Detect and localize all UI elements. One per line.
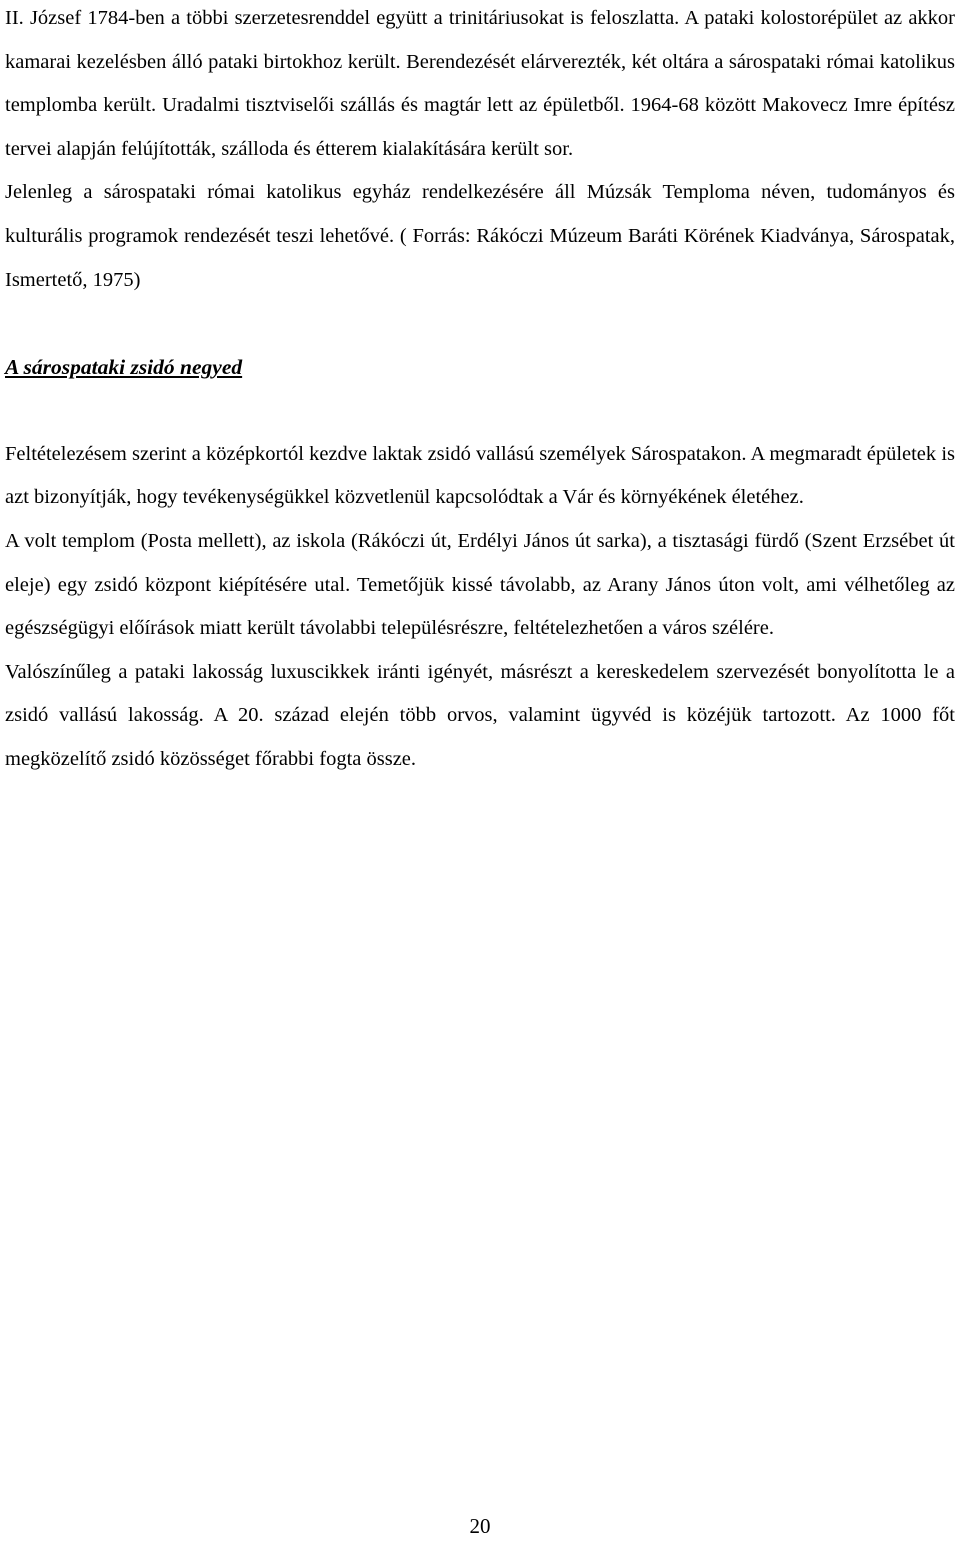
paragraph-3: Feltételezésem szerint a középkortól kezdve laktak zsidó vallású személyek Sárospatakon. A megmaradt épületek is azt bizonyítják, hogy tevékenységükkel közvetlenül kapcsolódtak a Vár és környékének életéhez. [5,442,955,509]
paragraph-1: II. József 1784-ben a többi szerzetesrenddel együtt a trinitáriusokat is feloszlatta. A pataki kolostorépület az akkor kamarai kezelésben álló pataki birtokhoz került. Berendezését elárverezték, két oltára a sárospataki római katolikus templomba került. Uradalmi tisztviselői szállás és magtár lett az épületből. 1964-68 között Makovecz Imre építész tervei alapján felújították, szálloda és étterem kialakítására került sor. [5,7,955,160]
page-body [5,0,955,782]
page-number: 20 [469,1514,491,1538]
section-heading: A sárospataki zsidó negyed [5,355,243,380]
paragraph-4: A volt templom (Posta mellett), az iskola (Rákóczi út, Erdélyi János út sarka), a tisztasági fürdő (Szent Erzsébet út eleje) egy zsidó központ kiépítésére utal. Temetőjük kissé távolabb, az Arany János úton volt, ami vélhetőleg az egészségügyi előírások miatt került távolabbi településrészre, feltételezhetően a város szélére. [5,529,955,640]
paragraph-2: Jelenleg a sárospataki római katolikus egyház rendelkezésére áll Múzsák Temploma néven, tudományos és kulturális programok rendezését teszi lehetővé. ( Forrás: Rákóczi Múzeum Baráti Körének Kiadványa, Sárospatak, Ismertető, 1975) [5,181,955,291]
paragraph-5: Valószínűleg a pataki lakosság luxuscikkek iránti igényét, másrészt a kereskedelem szervezését bonyolította le a zsidó vallású lakosság. A 20. század elején több orvos, valamint ügyvéd is közéjük tartozott. Az 1000 főt megközelítő zsidó közösséget főrabbi fogta össze. [5,660,955,770]
